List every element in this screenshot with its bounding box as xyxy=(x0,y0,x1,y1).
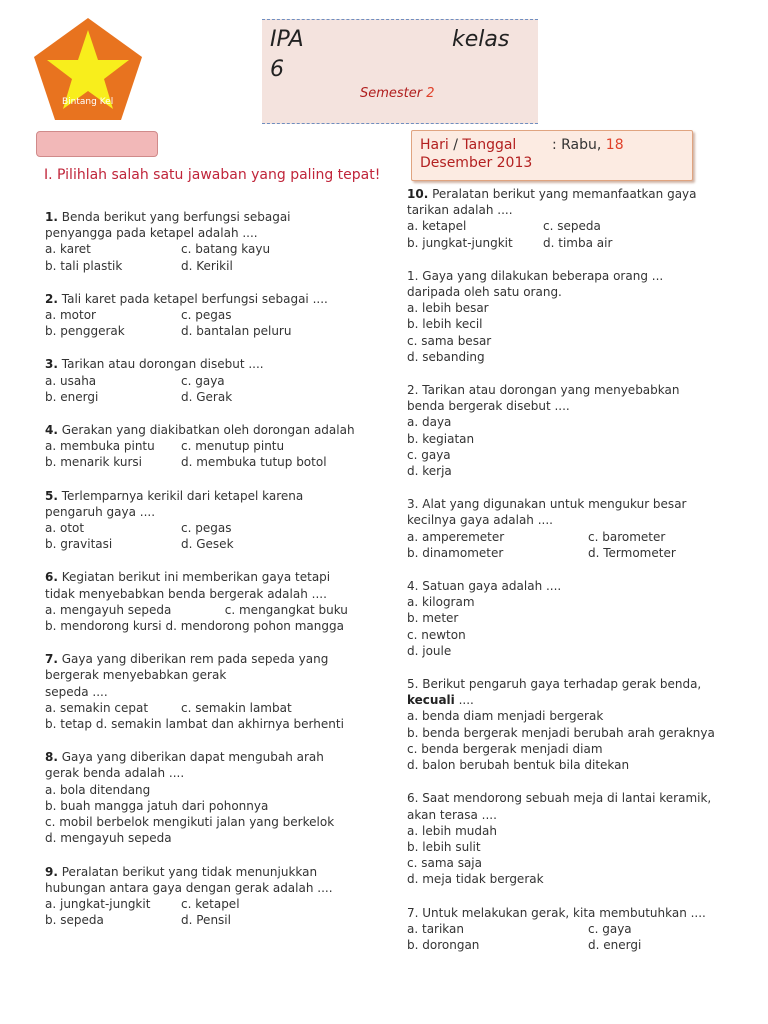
question-3: 3. Tarikan atau dorongan disebut .... a. usaha c. gaya b. energi d. Gerak xyxy=(45,357,264,404)
right-question-column xyxy=(407,186,747,970)
question-b3: 3. Alat yang digunakan untuk mengukur besar kecilnya gaya adalah .... a. amperemeter c. barometer b. dinamometer d. Termometer xyxy=(407,497,687,560)
question-8: 8. Gaya yang diberikan dapat mengubah arah gerak benda adalah .... a. bola ditendang b. buah mangga jatuh dari pohonnya c. mobil berbelok mengikuti jalan yang berkelok d. mengayuh sepeda xyxy=(45,750,335,846)
subject-title: IPA xyxy=(270,27,304,52)
question-b4: 4. Satuan gaya adalah .... a. kilogram b. meter c. newton d. joule xyxy=(407,579,562,658)
question-10: 10. Peralatan berikut yang memanfaatkan gaya tarikan adalah .... a. ketapel c. sepeda b. jungkat-jungkit d. timba air xyxy=(407,187,697,250)
question-5: 5. Terlemparnya kerikil dari ketapel karena pengaruh gaya .... a. otot c. pegas b. gravitasi d. Gesek xyxy=(45,488,304,552)
kelas-number: 6 xyxy=(270,57,284,82)
logo-text: Bintang Kel xyxy=(62,97,114,107)
semester-number: 2 xyxy=(426,86,435,101)
school-logo xyxy=(32,16,144,122)
question-2: 2. Tali karet pada ketapel berfungsi sebagai .... a. motor c. pegas b. penggerak d. bantalan peluru xyxy=(45,291,328,339)
kelas-label: kelas xyxy=(452,27,510,52)
question-1: 1. Benda berikut yang berfungsi sebagai penyangga pada ketapel adalah .... a. karet c. batang kayu b. tali plastik d. Kerikil xyxy=(45,210,291,273)
question-7: 7. Gaya yang diberikan rem pada sepeda yang bergerak menyebabkan gerak sepeda .... a. semakin cepat c. semakin lambat b. tetap d. semakin lambat dan akhirnya berhenti xyxy=(45,652,344,732)
title-box xyxy=(262,19,538,124)
question-b6: 6. Saat mendorong sebuah meja di lantai keramik, akan terasa .... a. lebih mudah b. lebih sulit c. sama saja d. meja tidak bergerak xyxy=(407,791,712,887)
left-question-column xyxy=(45,209,375,945)
question-4: 4. Gerakan yang diakibatkan oleh dorongan adalah a. membuka pintu c. menutup pintu b. menarik kursi d. membuka tutup botol xyxy=(45,423,355,470)
question-b2: 2. Tarikan atau dorongan yang menyebabkan benda bergerak disebut .... a. daya b. kegiatan c. gaya d. kerja xyxy=(407,383,680,479)
question-6: 6. Kegiatan berikut ini memberikan gaya tetapi tidak menyebabkan benda bergerak adalah .... a. mengayuh sepeda c. mengangkat buku b. mendorong kursi d. mendorong pohon mangga xyxy=(45,570,348,634)
date-month-year: Desember 2013 xyxy=(420,155,533,171)
instruction-heading: I. Pilihlah salah satu jawaban yang paling tepat! xyxy=(44,167,381,183)
name-input-box[interactable] xyxy=(36,131,158,157)
date-line: Hari / Tanggal : Rabu, 18 xyxy=(420,137,624,153)
question-b1: 1. Gaya yang dilakukan beberapa orang ... daripada oleh satu orang. a. lebih besar b. lebih kecil c. sama besar d. sebanding xyxy=(407,268,664,364)
question-b5: 5. Berikut pengaruh gaya terhadap gerak benda, kecuali .... a. benda diam menjadi bergerak b. benda bergerak menjadi berubah arah geraknya c. benda bergerak menjadi diam d. balon berubah bentuk bila ditekan xyxy=(407,677,715,773)
question-b7: 7. Untuk melakukan gerak, kita membutuhkan .... a. tarikan c. gaya b. dorongan d. energi xyxy=(407,905,706,952)
question-9: 9. Peralatan berikut yang tidak menunjukkan hubungan antara gaya dengan gerak adalah .... a. jungkat-jungkit c. ketapel b. sepeda d. Pensil xyxy=(45,864,333,928)
date-box xyxy=(411,130,693,181)
semester-label: Semester 2 xyxy=(360,86,435,101)
